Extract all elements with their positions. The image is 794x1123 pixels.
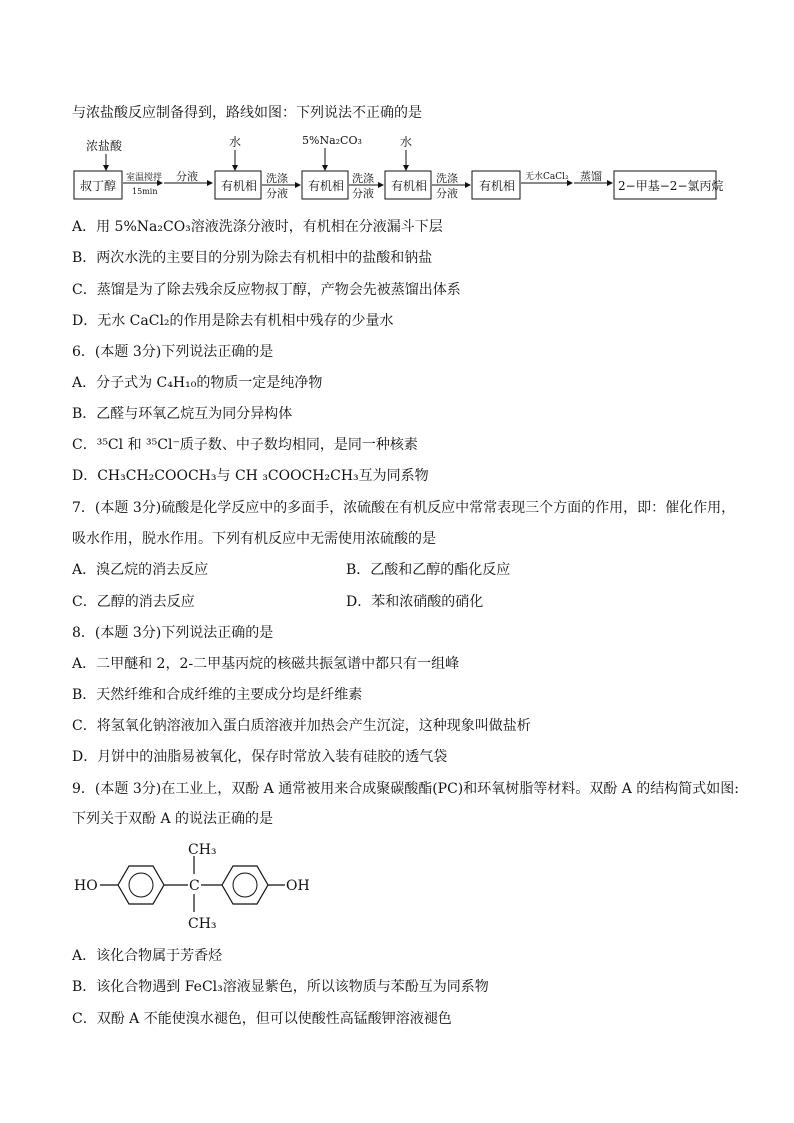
bisphenol-a-structure — [72, 836, 322, 936]
synthesis-flow-diagram — [72, 130, 732, 206]
q5-option-d: D．无水 CaCl₂的作用是除去有机相中残存的少量水 — [72, 313, 394, 329]
methyl-top: CH₃ — [188, 842, 217, 858]
q5-option-a: A．用 5%Na₂CO₃溶液洗涤分液时，有机相在分液漏斗下层 — [72, 219, 443, 235]
q8-stem: 8．(本题 3分)下列说法正确的是 — [72, 625, 274, 641]
q9-option-c: C．双酚 A 不能使溴水褪色，但可以使酸性高锰酸钾溶液褪色 — [72, 1011, 452, 1027]
q7-stem-line-1: 7．(本题 3分)硫酸是化学反应中的多面手，浓硫酸在有机反应中常常表现三个方面的作用，即：催化作用， — [72, 500, 736, 516]
q8-option-b: B．天然纤维和合成纤维的主要成分均是纤维素 — [72, 687, 363, 703]
organic-label-2: 有机相 — [308, 179, 345, 193]
q9-stem-line-1: 9．(本题 3分)在工业上，双酚 A 通常被用来合成聚碳酸酯(PC)和环氧树脂等材料。双酚 A 的结构简式如图: — [72, 781, 739, 797]
start-label: 叔丁醇 — [80, 179, 117, 193]
q6-option-c: C．³⁵Cl 和 ³⁵Cl⁻质子数、中子数均相同，是同一种核素 — [72, 437, 418, 453]
organic-label-3: 有机相 — [391, 179, 428, 193]
water-label-1: 水 — [229, 135, 242, 149]
wash2-top: 洗涤 — [352, 172, 374, 185]
q6-stem: 6．(本题 3分)下列说法正确的是 — [72, 344, 274, 360]
q7-stem-line-2: 吸水作用，脱水作用。下列有机反应中无需使用浓硫酸的是 — [72, 531, 436, 547]
na2co3-label: 5%Na₂CO₃ — [302, 134, 362, 147]
organic-label-1: 有机相 — [221, 179, 258, 193]
ho-label: HO — [74, 878, 98, 894]
methyl-bottom: CH₃ — [188, 916, 217, 932]
step1-label: 分液 — [176, 170, 198, 183]
q9-option-b: B．该化合物遇到 FeCl₃溶液显紫色，所以该物质与苯酚互为同系物 — [72, 979, 489, 995]
wash1-top: 洗涤 — [266, 172, 288, 185]
condition-top: 室温搅拌 — [126, 173, 163, 183]
q8-option-a: A．二甲醚和 2，2-二甲基丙烷的核磁共振氢谱中都只有一组峰 — [72, 656, 460, 672]
benzene-ring-right — [222, 866, 268, 904]
q9-stem-line-2: 下列关于双酚 A 的说法正确的是 — [72, 811, 274, 827]
q8-option-d: D．月饼中的油脂易被氧化，保存时常放入装有硅胶的透气袋 — [72, 749, 448, 765]
benzene-ring-left — [118, 866, 164, 904]
q5-option-b: B．两次水洗的主要目的分别为除去有机相中的盐酸和钠盐 — [72, 250, 433, 266]
q8-option-c: C．将氢氧化钠溶液加入蛋白质溶液并加热会产生沉淀，这种现象叫做盐析 — [72, 718, 531, 734]
q7-option-b: B．乙酸和乙醇的酯化反应 — [346, 562, 511, 578]
drying-label: 无水CaCl₂ — [525, 172, 569, 182]
q6-option-b: B．乙醛与环氧乙烷互为同分异构体 — [72, 406, 293, 422]
oh-label: OH — [286, 878, 310, 894]
q6-option-d: D．CH₃CH₂COOCH₃与 CH ₃COOCH₂CH₃互为同系物 — [72, 468, 429, 484]
wash2-bottom: 分液 — [352, 187, 374, 200]
intro-line: 与浓盐酸反应制备得到，路线如图：下列说法不正确的是 — [72, 105, 422, 121]
q7-option-d: D．苯和浓硝酸的硝化 — [346, 594, 484, 610]
wash3-top: 洗涤 — [436, 172, 458, 185]
water-label-2: 水 — [400, 135, 413, 149]
distill-label: 蒸馏 — [580, 170, 602, 183]
organic-label-4: 有机相 — [479, 179, 516, 193]
product-label: 2−甲基−2−氯丙烷 — [618, 179, 724, 193]
wash1-bottom: 分液 — [266, 187, 288, 200]
condition-bottom: 15min — [132, 187, 158, 196]
central-carbon: C — [189, 878, 200, 894]
reagent-label: 浓盐酸 — [86, 139, 123, 153]
q9-option-a: A．该化合物属于芳香烃 — [72, 948, 223, 964]
wash3-bottom: 分液 — [436, 187, 458, 200]
q7-option-c: C．乙醇的消去反应 — [72, 594, 195, 610]
q7-option-a: A．溴乙烷的消去反应 — [72, 562, 209, 578]
q5-option-c: C．蒸馏是为了除去残余反应物叔丁醇，产物会先被蒸馏出体系 — [72, 282, 461, 298]
q6-option-a: A．分子式为 C₄H₁₀的物质一定是纯净物 — [72, 375, 323, 391]
